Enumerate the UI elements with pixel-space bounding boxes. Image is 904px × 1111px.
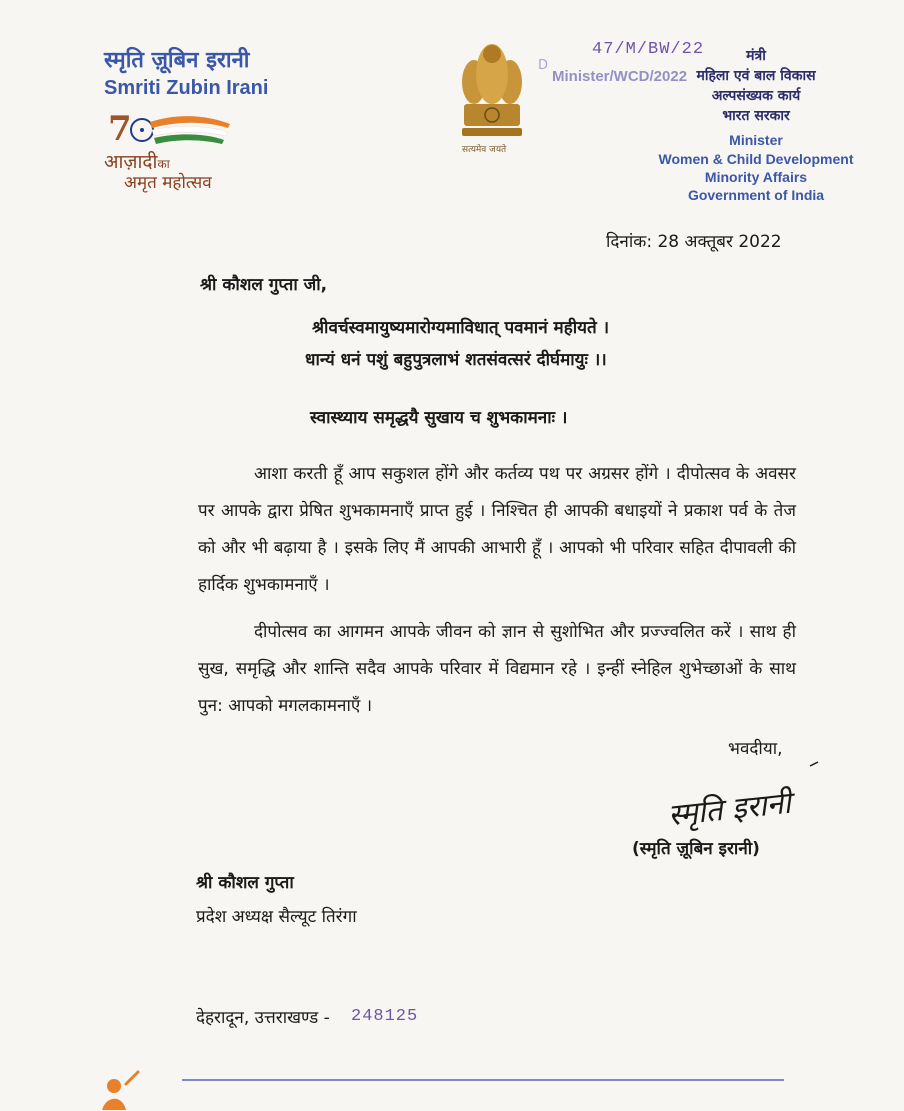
azadi-tagline-line2: अमृत महोत्सव	[124, 173, 212, 193]
national-emblem-icon	[458, 34, 526, 144]
letter-date: दिनांक: 28 अक्तूबर 2022	[606, 232, 782, 252]
handwritten-signature	[660, 760, 830, 840]
stamp-office: Minister/WCD/2022	[552, 68, 688, 85]
stamp-diary-prefix: D	[538, 58, 549, 73]
footer-rule	[182, 1079, 784, 1081]
recipient-city: देहरादून, उत्तराखण्ड -	[196, 1008, 330, 1028]
signer-name: (स्मृति ज़ूबिन इरानी)	[632, 839, 760, 859]
blessing-line: स्वास्थ्याय समृद्धयै सुखाय च शुभकामनाः ।	[310, 408, 568, 428]
recipient-name: श्री कौशल गुप्ता	[196, 873, 294, 893]
shloka-line-2: धान्यं धनं पशुं बहुपुत्रलाभं शतसंवत्सरं दीर्घमायुः ।।	[305, 350, 607, 370]
salutation: श्री कौशल गुप्ता जी,	[200, 275, 328, 295]
shloka-line-1: श्रीवर्चस्वमायुष्यमारोग्यमाविधात् पवमानं महीयते ।	[312, 318, 610, 338]
closing: भवदीया,	[728, 739, 783, 759]
svg-text:स्मृति इरानी: स्मृति इरानी	[666, 785, 793, 834]
footer-logo-icon	[92, 1066, 172, 1111]
designation-english-3: Minority Affairs	[704, 169, 808, 185]
designation-hindi-1: मंत्री	[746, 48, 766, 64]
designation-english-2: Women & Child Development	[658, 151, 854, 167]
svg-text:7: 7	[108, 110, 132, 149]
recipient-pin: 248125	[351, 1007, 419, 1026]
designation-english-4: Government of India	[687, 187, 825, 203]
recipient-role: प्रदेश अध्यक्ष सैल्यूट तिरंगा	[196, 907, 357, 927]
designation-hindi-3: अल्पसंख्यक कार्य	[711, 88, 801, 104]
body-paragraph-2: दीपोत्सव का आगमन आपके जीवन को ज्ञान से सुशोभित और प्रज्ज्वलित करें । साथ ही सुख, समृद्धि और शान्ति सदैव आपके परिवार में विद्यमान रहे । इन्हीं स्नेहिल शुभेच्छाओं के साथ पुन: आपको मगलकामनाएँ ।	[198, 622, 796, 716]
minister-name-hindi: स्मृति ज़ूबिन इरानी	[104, 48, 250, 73]
body-paragraph-1: आशा करती हूँ आप सकुशल होंगे और कर्तव्य पथ पर अग्रसर होंगे । दीपोत्सव के अवसर पर आपके द्वारा प्रेषित शुभकामनाएँ प्राप्त हुई । निश्चित ही आपकी बधाइयों ने प्रकाश पर्व के तेज को और भी बढ़ाया है । इसके लिए मैं आपकी आभारी हूँ । आपको भी परिवार सहित दीपावली की हार्दिक शुभकामनाएँ ।	[198, 464, 796, 595]
designation-hindi-2: महिला एवं बाल विकास	[696, 68, 816, 84]
azadi-tagline-line1: आज़ादीका	[104, 151, 170, 173]
stamp-diary-number: 47/M/BW/22	[592, 40, 705, 59]
designation-hindi-4: भारत सरकार	[722, 108, 790, 124]
minister-name-english: Smriti Zubin Irani	[104, 77, 269, 99]
emblem-motto: सत्यमेव जयते	[462, 145, 507, 155]
designation-english-1: Minister	[729, 132, 783, 148]
